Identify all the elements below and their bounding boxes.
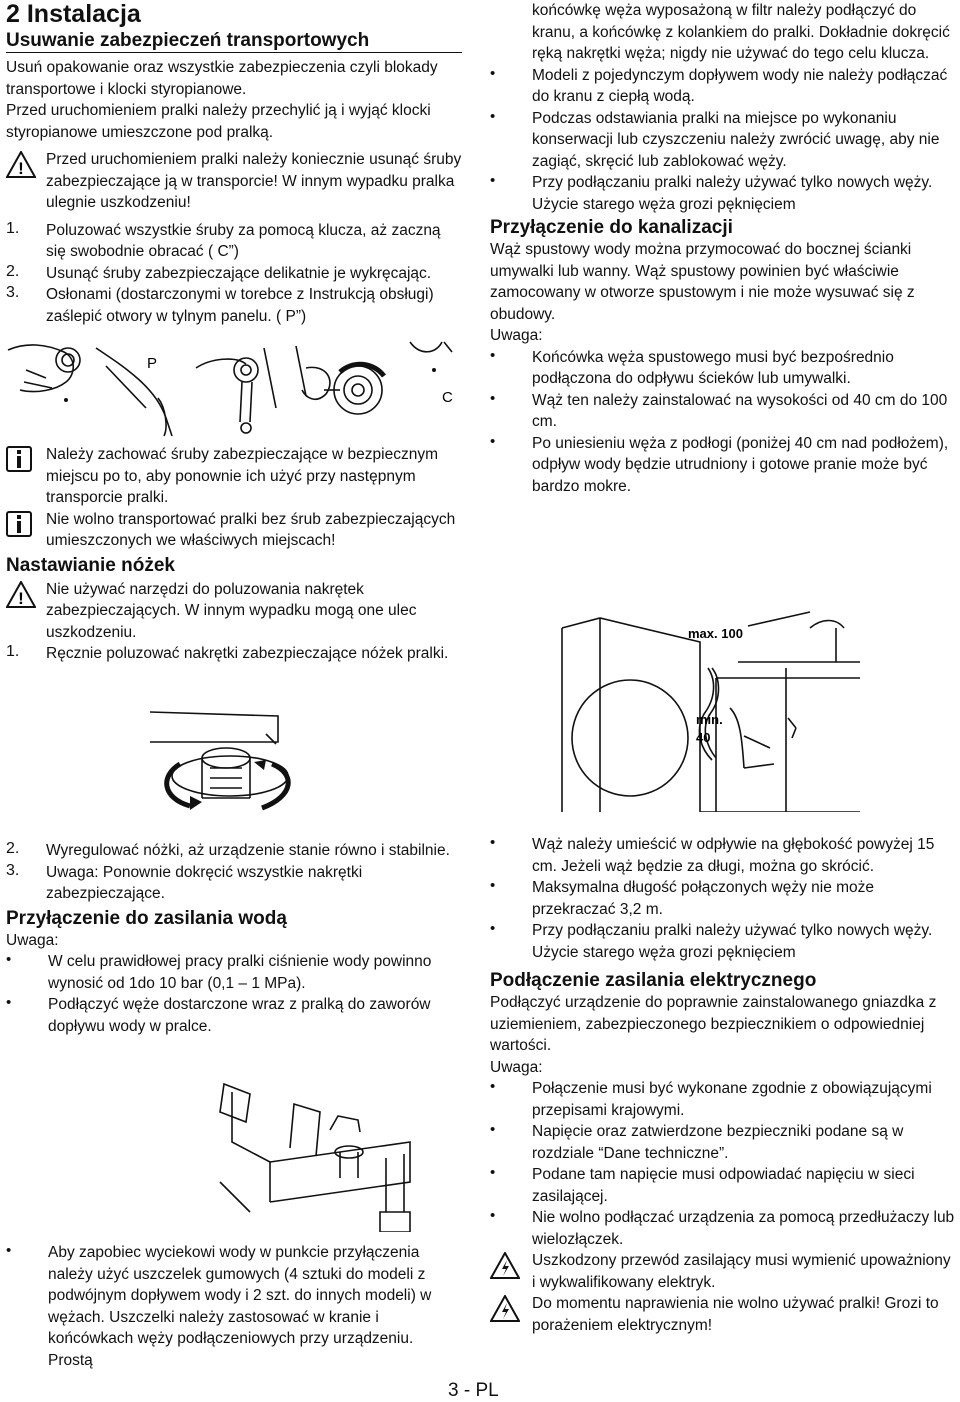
hose-continued: końcówkę węża wyposażoną w filtr należy podłączyć do kranu, a końcówkę z kolankiem do pralki. Dokładnie dokręcić ręką nakrętki węża; nigdy nie używać do tego celu klucza.: [532, 2, 950, 62]
step-item: 2. Wyregulować nóżki, aż urządzenie stanie równo i stabilnie.: [6, 840, 450, 859]
bullet-item: • Podczas odstawiania pralki na miejsce po wykonaniu konserwacji lub czyszczeniu należy zwrócić uwagę, aby nie zagiąć, skręcić lub zablokować węży.: [490, 107, 940, 170]
left-bottom-column: 2. Wyregulować nóżki, aż urządzenie stanie równo i stabilnie. 3. Uwaga: Ponownie dokręcić wszystkie nakrętki zabezpieczające. Przyłączenie do zasilania wodą Uwaga: • W celu prawidłowej pracy pralki ciśnienie wody powinno wynosić od 1do 10 bar (0,1 – 1 MPa). • Podłączyć węże dostarczone wraz z pralką do zaworów dopływu wody w pralce.: [6, 840, 462, 1037]
step-item: 3. Osłonami (dostarczonymi w torebce z Instrukcją obsługi) zaślepić otwory w tylnym panelu. ( P”): [6, 284, 434, 325]
page-number: 3 - PL: [448, 1380, 499, 1401]
bullet-item: • Wąż należy umieścić w odpływie na głębokość powyżej 15 cm. Jeżeli wąż będzie za długi, można go skrócić.: [490, 834, 935, 875]
label-c: C: [442, 389, 453, 406]
shock-warning: Uszkodzony przewód zasilający musi wymienić upoważniony i wykwalifikowany elektryk.: [490, 1250, 956, 1293]
bullet-item: • Połączenie musi być wykonane zgodnie z obowiązującymi przepisami krajowymi.: [490, 1078, 932, 1119]
step-item: 3. Uwaga: Ponownie dokręcić wszystkie nakrętki zabezpieczające.: [6, 861, 363, 902]
electric-shock-icon: [490, 1295, 520, 1327]
left-top-column: [6, 0, 462, 327]
heading-feet: Nastawianie nóżek: [6, 554, 175, 576]
warning-text: Przed uruchomieniem pralki należy koniecznie usunąć śruby zabezpieczające ją w transporcie! W innym wypadku pralka ulegnie uszkodzeniu!: [46, 151, 462, 211]
bullet-item: • Podane tam napięcie musi odpowiadać napięciu w sieci zasilającej.: [490, 1164, 915, 1205]
label-min: min.: [696, 712, 723, 727]
electric-shock-icon: [490, 1252, 520, 1284]
paragraph-tilt: Przed uruchomieniem pralki należy przechylić ją i wyjąć klocki styropianowe umieszczone pod pralką.: [6, 102, 431, 141]
bullet-item: • Nie wolno podłączać urządzenia za pomocą przedłużaczy lub wielozłączek.: [490, 1207, 955, 1248]
drain-hose-illustration: [560, 598, 860, 812]
info-no-transport: Nie wolno transportować pralki bez śrub zabezpieczających umieszczonych we właściwych miejscach!: [6, 509, 462, 552]
svg-text:!: !: [18, 588, 24, 608]
label-min-value: 40: [696, 730, 711, 745]
bullet-item: • Podłączyć węże dostarczone wraz z pralką do zaworów dopływu wody w pralce.: [6, 994, 431, 1035]
bullet-item: • W celu prawidłowej pracy pralki ciśnienie wody powinno wynosić od 1do 10 bar (0,1 – 1 MPa).: [6, 951, 432, 992]
bullet-item: • Przy podłączaniu pralki należy używać tylko nowych węży. Użycie starego węża grozi pęknięciem: [490, 920, 933, 961]
right-top-column: końcówkę węża wyposażoną w filtr należy podłączyć do kranu, a końcówkę z kolankiem do pralki. Dokładnie dokręcić ręką nakrętki węża; nigdy nie używać do tego celu klucza. • Modeli z pojedynczym dopływem wody nie należy podłączać do kranu z ciepłą wodą. • Podczas odstawiania pralki na miejsce po wykonaniu konserwacji lub czyszczeniu należy zwrócić uwagę, aby nie zagiąć, skręcić lub zablokować węży. • Przy podłączaniu pralki należy używać tylko nowych węży. Użycie starego węża grozi pęknięciem Przyłączenie do kanalizacji Wąż spustowy wody można przymocować do bocznej ścianki umywalki lub wanny. Wąż spustowy powinien być właściwie zamocowany w otworze spustowym i nie może wysuwać się z obudowy. Uwaga: • Końcówka węża spustowego musi być bezpośrednio podłączona do odpływu ścieków lub umywalki. • Wąż ten należy zainstalować na wysokości od 40 cm do 100 cm. • Po uniesieniu węża z podłogi (poniżej 40 cm nad podłożem), odpływ wody będzie utrudniony i gotowe pranie może być bardzo mokre.: [490, 0, 956, 497]
bullet-item: • Napięcie oraz zatwierdzone bezpieczniki podane są w rozdziale “Dane techniczne”.: [490, 1121, 904, 1162]
warning-icon: [6, 581, 36, 613]
step-item: 1. Ręcznie poluzować nakrętki zabezpieczające nóżek pralki.: [6, 643, 449, 662]
warning-tools: ! Nie używać narzędzi do poluzowania nakrętek zabezpieczających. W innym wypadku mogą one ulec uszkodzeniu.: [6, 579, 462, 644]
bullet-item: • Wąż ten należy zainstalować na wysokości od 40 cm do 100 cm.: [490, 389, 948, 430]
bullet-item: • Końcówka węża spustowego musi być bezpośrednio podłączona do odpływu ścieków lub umywalki.: [490, 346, 894, 387]
info-keep-bolts: Należy zachować śruby zabezpieczające w bezpiecznym miejscu po to, aby ponownie ich użyć przy następnym transporcie pralki.: [6, 444, 462, 509]
heading-water: Przyłączenie do zasilania wodą: [6, 907, 287, 929]
warning-transport: [6, 149, 462, 214]
label-p: P: [147, 355, 158, 372]
feet-adjustment-illustration: [150, 706, 300, 818]
section-title: 2 Instalacja: [6, 0, 141, 28]
bullet-item: • Maksymalna długość połączonych węży nie może przekraczać 3,2 m.: [490, 877, 875, 918]
water-inlet-illustration: [190, 1082, 460, 1232]
bullet-item: • Aby zapobiec wyciekowi wody w punkcie przyłączenia należy użyć uszczelek gumowych (4 sztuki do modeli z podwójnym dopływem wody i 2 szt. do innych modeli) w wężach. Uszczelki należy zastosować w kranie i końcówkach węży podłączeniowych przy urządzeniu. Prostą: [6, 1242, 432, 1369]
bullet-item: • Po uniesieniu węża z podłogi (poniżej 40 cm nad podłożem), odpływ wody będzie utrudniony i gotowe pranie może być bardzo mokre.: [490, 432, 949, 495]
shock-warning: Do momentu naprawienia nie wolno używać pralki! Grozi to porażeniem elektrycznym!: [490, 1293, 956, 1336]
info-icon: [6, 446, 32, 477]
step-item: 2. Usunąć śruby zabezpieczające delikatnie je wykręcając.: [6, 262, 432, 282]
left-bottom-column-2: [6, 1242, 462, 1371]
right-bottom-column: • Wąż należy umieścić w odpływie na głębokość powyżej 15 cm. Jeżeli wąż będzie za długi, można go skrócić. • Maksymalna długość połączonych węży nie może przekraczać 3,2 m. • Przy podłączaniu pralki należy używać tylko nowych węży. Użycie starego węża grozi pęknięciem Podłączenie zasilania elektrycznego Podłączyć urządzenie do poprawnie zainstalowanego gniazdka z uziemieniem, zabezpieczonego bezpiecznikiem o odpowiedniej wartości. Uwaga: • Połączenie musi być wykonane zgodnie z obowiązującymi przepisami krajowymi. • Napięcie oraz zatwierdzone bezpieczniki podane są w rozdziale “Dane techniczne”. • Podane tam napięcie musi odpowiadać napięciu w sieci zasilającej. • Nie wolno podłączać urządzenia za pomocą przedłużaczy lub wielozłączek. Uszkodzony przewód zasilający musi wymienić upoważniony i wykwalifikowany elektryk. Do momentu naprawienia nie wolno używać pralki! Grozi to porażeniem elektrycznym!: [490, 834, 956, 1336]
bullet-item: • Przy podłączaniu pralki należy używać tylko nowych węży. Użycie starego węża grozi pęknięciem: [490, 172, 933, 213]
info-icon: [6, 511, 32, 542]
heading-transport: Usuwanie zabezpieczeń transportowych: [6, 29, 462, 53]
warning-icon: [6, 151, 36, 183]
left-top-column-2: [6, 444, 462, 665]
label-max: max. 100: [688, 626, 743, 641]
heading-power: Podłączenie zasilania elektrycznego: [490, 970, 817, 991]
heading-drain: Przyłączenie do kanalizacji: [490, 217, 733, 238]
paragraph-packaging: Usuń opakowanie oraz wszystkie zabezpieczenia czyli blokady transportowe i klocki styropianowe.: [6, 59, 438, 98]
step-item: 1. Poluzować wszystkie śruby za pomocą klucza, aż zaczną się swobodnie obracać ( C”): [6, 219, 441, 260]
transport-bolt-illustration: [6, 338, 462, 438]
svg-text:!: !: [18, 159, 24, 178]
bullet-item: • Modeli z pojedynczym dopływem wody nie należy podłączać do kranu z ciepłą wodą.: [490, 64, 948, 105]
